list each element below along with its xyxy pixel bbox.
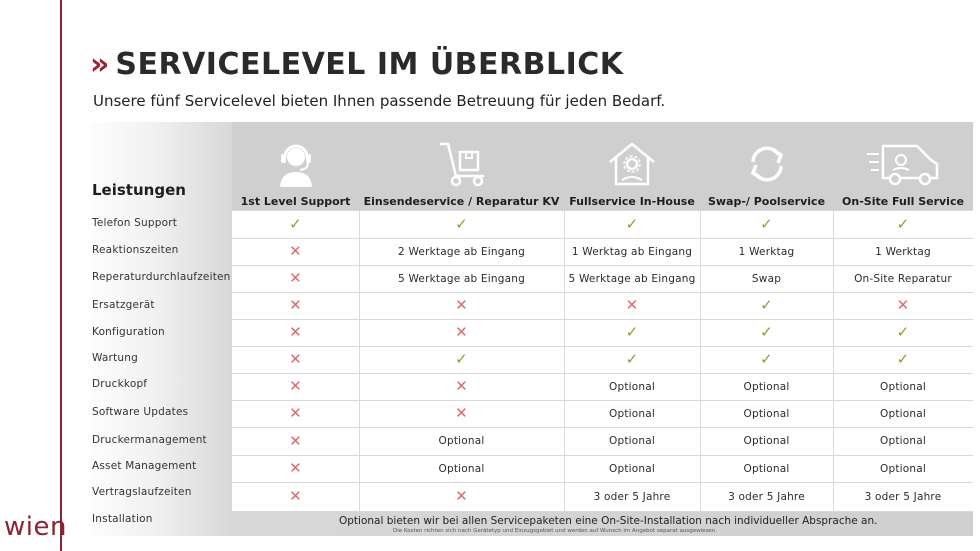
cross-icon: ✕ xyxy=(455,296,468,314)
table-cell-text: Optional xyxy=(609,435,655,447)
accent-vertical-line xyxy=(60,0,62,551)
table-cell-text: On-Site Reparatur xyxy=(854,272,952,285)
table-cell-included xyxy=(833,210,973,238)
row-label-ersatzgeraet: Ersatzgerät xyxy=(92,299,155,311)
column-header-1st-level-support xyxy=(232,132,359,208)
headset-support-icon xyxy=(274,139,318,189)
cross-icon: ✕ xyxy=(455,377,468,395)
title-row xyxy=(90,47,624,82)
table-cell-included xyxy=(564,319,700,346)
check-icon: ✓ xyxy=(896,350,910,368)
cross-icon: ✕ xyxy=(455,487,468,505)
table-cell-text: Optional xyxy=(609,462,655,475)
table-row-divider xyxy=(232,511,973,512)
table-cell-included xyxy=(359,210,564,238)
installation-footnote: Optional bieten wir bei allen Servicepaketen eine On-Site-Installation nach individueller Absprache an. xyxy=(339,515,878,527)
cross-icon: ✕ xyxy=(289,296,302,314)
table-cell-text: 3 oder 5 Jahre xyxy=(864,490,942,503)
table-cell-not-included xyxy=(359,482,564,511)
table-cell-text: Optional xyxy=(438,435,485,447)
table-cell-included xyxy=(564,210,700,238)
cross-icon: ✕ xyxy=(455,404,468,422)
column-header-on-site-full-service xyxy=(833,132,973,208)
table-cell-text: Optional xyxy=(609,407,655,420)
table-cell-included xyxy=(700,210,833,238)
table-cell-text: 3 oder 5 Jahre xyxy=(728,490,805,503)
table-cell-text: Optional xyxy=(743,407,790,420)
cross-icon: ✕ xyxy=(896,296,910,314)
row-label-asset-management: Asset Management xyxy=(92,460,197,472)
row-label-vertragslaufzeiten: Vertragslaufzeiten xyxy=(92,486,192,498)
table-cell-included xyxy=(833,319,973,346)
table-cell-text: 5 Werktage ab Eingang xyxy=(398,272,525,285)
table-cell-not-included xyxy=(232,373,359,400)
table-cell-text: 5 Werktage ab Eingang xyxy=(568,272,696,285)
row-label-reperaturdurchlaufzeiten: Reperaturdurchlaufzeiten xyxy=(92,271,231,283)
cross-icon: ✕ xyxy=(289,269,302,287)
row-label-software-updates: Software Updates xyxy=(92,406,189,418)
check-icon: ✓ xyxy=(760,350,773,368)
table-cell-included xyxy=(833,346,973,373)
table-cell-included xyxy=(700,319,833,346)
column-label: 1st Level Support xyxy=(240,195,351,208)
column-label: Swap-/ Poolservice xyxy=(707,195,826,208)
check-icon: ✓ xyxy=(455,350,468,368)
row-label-reaktionszeiten: Reaktionszeiten xyxy=(92,244,179,256)
cross-icon: ✕ xyxy=(289,323,302,341)
page-subtitle: Unsere fünf Servicelevel bieten Ihnen passende Betreuung für jeden Bedarf. xyxy=(93,92,666,110)
table-cell-included xyxy=(232,210,359,238)
cross-icon: ✕ xyxy=(455,323,468,341)
page-title: SERVICELEVEL IM ÜBERBLICK xyxy=(115,47,624,82)
title-chevron: » xyxy=(90,47,110,82)
table-cell-included xyxy=(564,346,700,373)
table-cell-text: Optional xyxy=(880,380,926,393)
check-icon: ✓ xyxy=(455,214,468,233)
row-label-telefon-support: Telefon Support xyxy=(92,217,178,229)
hand-truck-icon xyxy=(436,139,488,189)
table-cell-text: 3 oder 5 Jahre xyxy=(593,490,671,503)
check-icon: ✓ xyxy=(760,296,773,314)
table-cell-not-included xyxy=(359,400,564,427)
table-cell-text: 1 Werktag ab Eingang xyxy=(571,245,693,258)
table-cell-not-included xyxy=(232,238,359,265)
check-icon: ✓ xyxy=(896,214,910,233)
table-cell-not-included xyxy=(359,319,564,346)
column-header-fullservice xyxy=(564,132,700,208)
row-label-druckermanagement: Druckermanagement xyxy=(92,434,207,446)
table-cell-text: Swap xyxy=(751,272,782,285)
check-icon: ✓ xyxy=(289,214,302,233)
table-cell-not-included xyxy=(232,346,359,373)
check-icon: ✓ xyxy=(760,214,773,233)
table-cell-text: Optional xyxy=(880,407,926,420)
table-cell-not-included xyxy=(232,427,359,455)
column-header-swap-poolservice xyxy=(700,132,833,208)
table-cell-text: 1 Werktag xyxy=(738,245,795,258)
table-cell-text: Optional xyxy=(743,462,790,475)
check-icon: ✓ xyxy=(760,323,773,341)
column-header-einsendeservice xyxy=(359,132,564,208)
cross-icon: ✕ xyxy=(289,404,302,422)
cross-icon: ✕ xyxy=(625,296,639,314)
brand-logo-text: wien xyxy=(4,512,67,542)
cross-icon: ✕ xyxy=(289,350,302,368)
check-icon: ✓ xyxy=(625,350,639,368)
table-cell-not-included xyxy=(232,292,359,319)
table-cell-included xyxy=(359,346,564,373)
delivery-van-icon xyxy=(865,139,941,189)
cross-icon: ✕ xyxy=(289,377,302,395)
table-cell-not-included xyxy=(359,292,564,319)
row-label-installation: Installation xyxy=(92,513,153,525)
table-cell-included xyxy=(700,292,833,319)
table-cell-not-included xyxy=(232,400,359,427)
cross-icon: ✕ xyxy=(289,487,302,505)
cross-icon: ✕ xyxy=(289,242,302,260)
table-cell-text: Optional xyxy=(880,462,926,475)
table-cell-not-included xyxy=(359,373,564,400)
table-cell-text: Optional xyxy=(880,435,926,447)
table-cell-not-included xyxy=(232,455,359,482)
check-icon: ✓ xyxy=(625,323,639,341)
cross-icon: ✕ xyxy=(289,459,302,477)
row-label-druckkopf: Druckkopf xyxy=(92,378,148,390)
table-cell-not-included xyxy=(564,292,700,319)
table-cell-included xyxy=(700,346,833,373)
cost-small-note: Die Kosten richten sich nach Gerätetyp und Einzugsgebiet und werden auf Wunsch im Angebot separat ausgewiesen. xyxy=(393,528,718,534)
cross-icon: ✕ xyxy=(289,431,302,450)
row-label-wartung: Wartung xyxy=(92,352,138,364)
table-cell-text: Optional xyxy=(438,462,485,475)
swap-arrows-icon xyxy=(745,139,789,189)
house-gear-icon xyxy=(606,139,658,189)
table-cell-not-included xyxy=(232,319,359,346)
table-cell-text: Optional xyxy=(743,435,790,447)
table-cell-text: Optional xyxy=(609,380,655,393)
check-icon: ✓ xyxy=(896,323,910,341)
table-cell-text: 1 Werktag xyxy=(875,245,931,258)
check-icon: ✓ xyxy=(625,214,639,233)
table-cell-not-included xyxy=(232,482,359,511)
table-cell-text: 2 Werktage ab Eingang xyxy=(398,245,525,258)
table-cell-text: Optional xyxy=(743,380,790,393)
column-label: Einsendeservice / Reparatur KV xyxy=(363,195,560,208)
row-header-label: Leistungen xyxy=(92,181,186,199)
column-label: On-Site Full Service xyxy=(842,195,964,208)
column-label: Fullservice In-House xyxy=(569,195,695,208)
row-label-konfiguration: Konfiguration xyxy=(92,326,165,338)
table-cell-not-included xyxy=(833,292,973,319)
table-cell-not-included xyxy=(232,265,359,292)
